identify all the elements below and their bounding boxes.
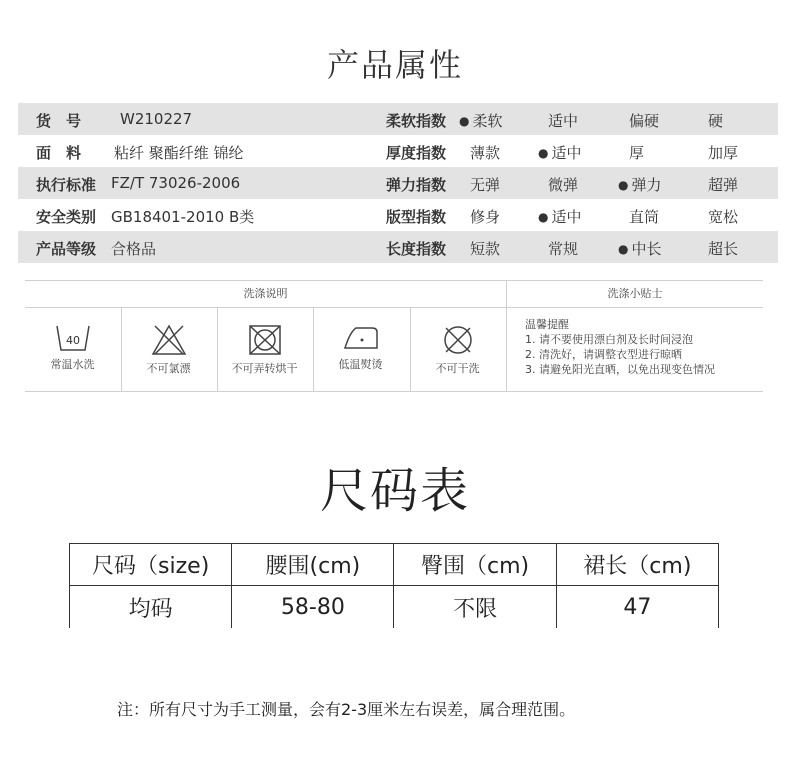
care-item bbox=[217, 308, 312, 391]
table-header: 裙长（cm) bbox=[556, 544, 718, 586]
tip-item: 3. 请避免阳光直晒，以免出现变色情况 bbox=[525, 363, 715, 376]
attributes-table bbox=[18, 103, 778, 263]
care-item bbox=[121, 308, 216, 391]
attribute-value: W210227 bbox=[120, 110, 193, 128]
index-option: 薄款 bbox=[470, 144, 501, 162]
index-option: ● 中长 bbox=[618, 240, 662, 258]
table-header: 尺码（size) bbox=[70, 544, 232, 586]
no-dry-clean-icon bbox=[441, 324, 475, 356]
attributes-title: 产品属性 bbox=[326, 46, 463, 84]
index-option: 超长 bbox=[708, 240, 739, 258]
index-option: 厚 bbox=[629, 144, 645, 162]
index-label: 长度指数 bbox=[386, 240, 447, 258]
attribute-row bbox=[18, 103, 778, 135]
size-title: 尺码表 bbox=[319, 463, 470, 519]
attribute-row bbox=[18, 231, 778, 263]
index-option: 偏硬 bbox=[629, 112, 660, 130]
attribute-label: 货 号 bbox=[36, 112, 82, 130]
attribute-label: 安全类别 bbox=[36, 208, 97, 226]
table-cell: 47 bbox=[556, 586, 718, 629]
care-caption: 不可干洗 bbox=[435, 362, 480, 375]
index-option: 适中 bbox=[548, 112, 579, 130]
index-label: 版型指数 bbox=[386, 208, 447, 226]
table-cell: 均码 bbox=[70, 586, 232, 629]
index-option: ● 弹力 bbox=[618, 176, 662, 194]
index-option: 微弹 bbox=[548, 176, 579, 194]
attribute-label: 产品等级 bbox=[36, 240, 97, 258]
low-iron-icon bbox=[342, 324, 380, 352]
attribute-value: 粘纤 聚酯纤维 锦纶 bbox=[114, 144, 244, 162]
index-option: 修身 bbox=[470, 208, 501, 226]
attribute-row bbox=[18, 199, 778, 231]
table-cell: 不限 bbox=[394, 586, 556, 629]
index-label: 厚度指数 bbox=[386, 144, 447, 162]
index-option: 短款 bbox=[470, 240, 501, 258]
size-table bbox=[69, 543, 719, 628]
attribute-value: GB18401-2010 B类 bbox=[111, 208, 255, 226]
selected-dot-icon: ● bbox=[618, 178, 629, 192]
selected-dot-icon: ● bbox=[459, 114, 470, 128]
care-item bbox=[410, 308, 505, 391]
wash-40-icon bbox=[55, 324, 91, 352]
table-header: 腰围(cm) bbox=[232, 544, 394, 586]
selected-dot-icon: ● bbox=[538, 146, 549, 160]
index-option: 加厚 bbox=[708, 144, 739, 162]
washing-header: 洗涤说明 bbox=[25, 281, 506, 308]
attribute-row bbox=[18, 135, 778, 167]
index-option: 宽松 bbox=[708, 208, 739, 226]
index-option: 超弹 bbox=[708, 176, 739, 194]
no-bleach-icon bbox=[151, 324, 187, 356]
table-header-row bbox=[70, 544, 719, 586]
tips-title: 温馨提醒 bbox=[525, 318, 569, 331]
attribute-label: 执行标准 bbox=[36, 176, 97, 194]
tip-item: 1. 请不要使用漂白剂及长时间浸泡 bbox=[525, 333, 693, 346]
care-caption: 不可弄转烘干 bbox=[231, 362, 298, 375]
tip-item: 2. 清洗好，请调整衣型进行晾晒 bbox=[525, 348, 682, 361]
care-caption: 不可氯漂 bbox=[146, 362, 191, 375]
index-option: ● 适中 bbox=[538, 144, 582, 162]
care-tips bbox=[525, 317, 715, 377]
attribute-row bbox=[18, 167, 778, 199]
index-option: 无弹 bbox=[470, 176, 501, 194]
divider bbox=[506, 281, 507, 391]
index-option: 常规 bbox=[548, 240, 579, 258]
index-option: ● 柔软 bbox=[459, 112, 503, 130]
index-option: ● 适中 bbox=[538, 208, 582, 226]
attribute-label: 面 料 bbox=[36, 144, 82, 162]
no-tumble-dry-icon bbox=[248, 324, 282, 356]
care-panel bbox=[25, 280, 763, 392]
index-option: 硬 bbox=[708, 112, 724, 130]
care-item bbox=[25, 308, 120, 391]
table-header: 臀围（cm) bbox=[394, 544, 556, 586]
table-row bbox=[70, 586, 719, 629]
measurement-note: 注：所有尺寸为手工测量，会有2-3厘米左右误差，属合理范围。 bbox=[117, 700, 576, 719]
table-cell: 58-80 bbox=[232, 586, 394, 629]
care-caption: 常温水洗 bbox=[50, 358, 95, 371]
care-item bbox=[313, 308, 408, 391]
care-caption: 低温熨烫 bbox=[338, 358, 383, 371]
attribute-value: 合格品 bbox=[111, 240, 157, 258]
tips-header: 洗涤小贴士 bbox=[507, 281, 763, 308]
selected-dot-icon: ● bbox=[538, 210, 549, 224]
attribute-value: FZ/T 73026-2006 bbox=[111, 174, 241, 192]
index-label: 柔软指数 bbox=[386, 112, 447, 130]
index-option: 直筒 bbox=[629, 208, 660, 226]
selected-dot-icon: ● bbox=[618, 242, 629, 256]
index-label: 弹力指数 bbox=[386, 176, 447, 194]
svg-text:40: 40 bbox=[65, 334, 80, 347]
